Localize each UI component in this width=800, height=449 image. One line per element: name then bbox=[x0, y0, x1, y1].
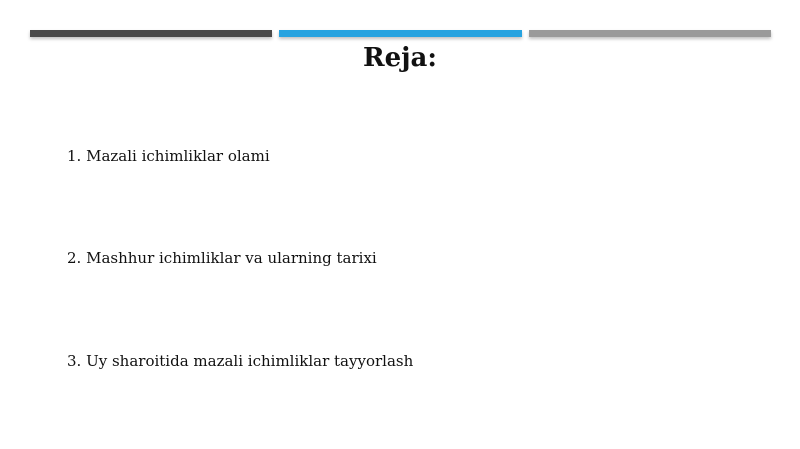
plan-item bbox=[67, 351, 413, 371]
top-accent-bar-dark bbox=[30, 30, 272, 37]
plan-item-number: 2. bbox=[67, 249, 82, 267]
plan-item bbox=[67, 146, 270, 166]
slide-title: Reja: bbox=[362, 43, 437, 73]
plan-item-text: Mashhur ichimliklar va ularning tarixi bbox=[86, 249, 377, 267]
plan-item-text: Uy sharoitida mazali ichimliklar tayyorlash bbox=[86, 352, 414, 370]
plan-item-text: Mazali ichimliklar olami bbox=[86, 147, 270, 165]
plan-item-number: 1. bbox=[67, 147, 82, 165]
top-accent-bar-blue bbox=[279, 30, 522, 37]
plan-item-number: 3. bbox=[67, 352, 82, 370]
top-accent-bar-gray bbox=[529, 30, 771, 37]
plan-item bbox=[67, 248, 377, 268]
